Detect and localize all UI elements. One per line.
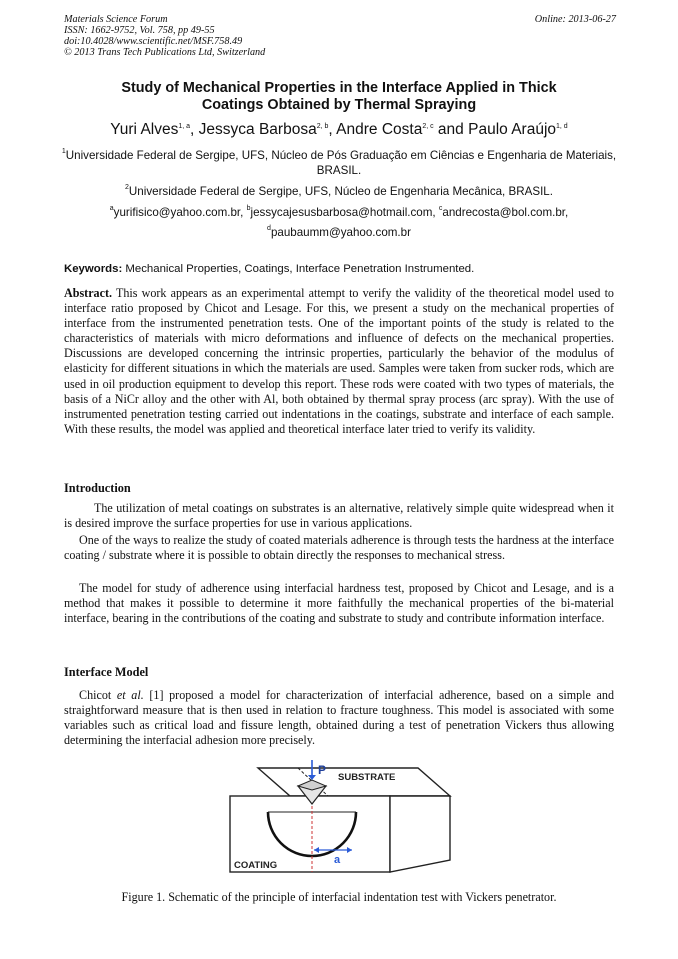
running-header — [64, 14, 616, 58]
coating-label: COATING — [234, 860, 278, 871]
affiliation-text: Universidade Federal de Sergipe, UFS, Núcleo de Engenharia Mecânica, BRASIL. — [128, 185, 553, 198]
author-sup: 2, b — [316, 123, 329, 130]
caption-text: Schematic of the principle of interfacial indentation test with Vickers penetrator. — [165, 890, 557, 904]
author-separator: and — [433, 121, 469, 138]
doi-line: doi:10.4028/www.scientific.net/MSF.758.49 — [64, 36, 243, 47]
substrate-label: SUBSTRATE — [338, 772, 396, 783]
email-sup: b — [246, 205, 251, 212]
paragraph-italic: et al. — [116, 688, 144, 702]
email-sup: c — [438, 205, 443, 212]
affiliation-2 — [56, 184, 622, 199]
author-separator: , — [190, 121, 199, 138]
paper-title — [40, 80, 638, 114]
author-name: Paulo Araújo — [468, 121, 557, 138]
intro-paragraph-2 — [64, 533, 614, 563]
caption-label: Figure 1. — [121, 890, 166, 904]
author-name: Yuri Alves — [110, 121, 179, 138]
keywords — [64, 262, 616, 276]
abstract-label: Abstract. — [64, 286, 113, 300]
paragraph-text: [1] proposed a model for characterization of interfacial adherence, based on a simple and straightforward measure that is then used in relation to fracture toughness. This model is associated with some variables such as critical load and fissure length, obtained during a test of penetration Vickers thus allowing determining the interfacial adhesion more precisely. — [64, 688, 614, 748]
journal-name: Materials Science Forum — [64, 14, 168, 25]
interface-model-paragraph — [64, 688, 614, 748]
paragraph-text: Chicot — [79, 688, 117, 702]
paragraph-text: The utilization of metal coatings on substrates is an alternative, relatively simple quite widespread when it is desired improve the surface properties for use in various applications. — [64, 501, 614, 531]
email-link[interactable]: jessycajesusbarbosa@hotmail.com, — [250, 206, 436, 219]
figure-caption — [40, 890, 638, 905]
affiliation-1 — [56, 148, 622, 178]
affiliation-sup: 1 — [61, 148, 66, 155]
author-separator: , — [328, 121, 337, 138]
author-sup: 1, a — [178, 123, 191, 130]
author-sup: 2, c — [422, 123, 434, 130]
block-side-face — [390, 796, 450, 872]
abstract-text: This work appears as an experimental attempt to verify the validity of the theoretical model used to interface ratio proposed by Chicot and Lesage. For this, we present a study on the mechanical properties of interface from the instrumented penetration tests. One of the important points of the study is related to the characteristics of materials with micro deformations and influence of defects on the mechanical properties. Discussions are developed concerning the intrinsic properties, particularly the behavior of the modulus of elasticity for different situations in which the materials are used. Samples were taken from sucker rods, which are used in oil production equipment to develop this report. These rods were coated with two types of materials, the basis of a NiCr alloy and the other with Al, both obtained by thermal spray process (arc spray). With the use of instrumented penetration testing carried out indentations in the coatings, substrate and interface of each sample. With these results, the model was applied and theoretical interface later tried to verify its validity. — [64, 286, 614, 436]
keywords-text: Mechanical Properties, Coatings, Interface Penetration Instrumented. — [125, 263, 475, 275]
email-link[interactable]: paubaumm@yahoo.com.br — [270, 226, 411, 239]
author-sup: 1, d — [556, 123, 568, 130]
email-sup: a — [109, 205, 114, 212]
email-link[interactable]: andrecosta@bol.com.br, — [442, 206, 569, 219]
paragraph-text: The model for study of adherence using interfacial hardness test, proposed by Chicot and Lesage, and is a method that makes it possible to determine it more faithfully the mechanical properties of the bi-material interface, bearing in the contributions of the coating and substrate to study and contribute information interface. — [64, 581, 614, 626]
intro-paragraph-3 — [64, 581, 614, 626]
title-line-2: Coatings Obtained by Thermal Spraying — [201, 97, 477, 113]
abstract — [64, 286, 614, 437]
paragraph-text: One of the ways to realize the study of coated materials adherence is through tests the hardness at the interface coating / substrate where it is possible to obtain directly the responses to mechanical stress. — [64, 533, 614, 563]
copyright-line: © 2013 Trans Tech Publications Ltd, Switzerland — [64, 47, 266, 58]
interface-model-heading: Interface Model — [64, 665, 149, 679]
author-list — [20, 121, 658, 139]
keywords-label: Keywords: — [64, 263, 123, 275]
issn-line: ISSN: 1662-9752, Vol. 758, pp 49-55 — [64, 25, 215, 36]
introduction-heading: Introduction — [64, 481, 131, 495]
force-label: P — [318, 763, 327, 777]
author-name: Jessyca Barbosa — [198, 121, 317, 138]
indentation-schematic-figure — [228, 760, 452, 876]
affiliation-text: Universidade Federal de Sergipe, UFS, Núcleo de Pós Graduação em Ciências e Engenharia de Materiais, BRASIL. — [65, 149, 617, 177]
affiliation-sup: 2 — [125, 184, 129, 191]
author-name: Andre Costa — [336, 121, 423, 138]
crack-length-label: a — [334, 854, 341, 866]
intro-paragraph-1 — [64, 501, 614, 531]
email-list — [56, 203, 622, 243]
online-date: Online: 2013-06-27 — [534, 14, 616, 25]
email-link[interactable]: yurifisico@yahoo.com.br, — [113, 206, 244, 219]
email-sup: d — [267, 225, 271, 232]
title-line-1: Study of Mechanical Properties in the Interface Applied in Thick — [121, 80, 557, 96]
